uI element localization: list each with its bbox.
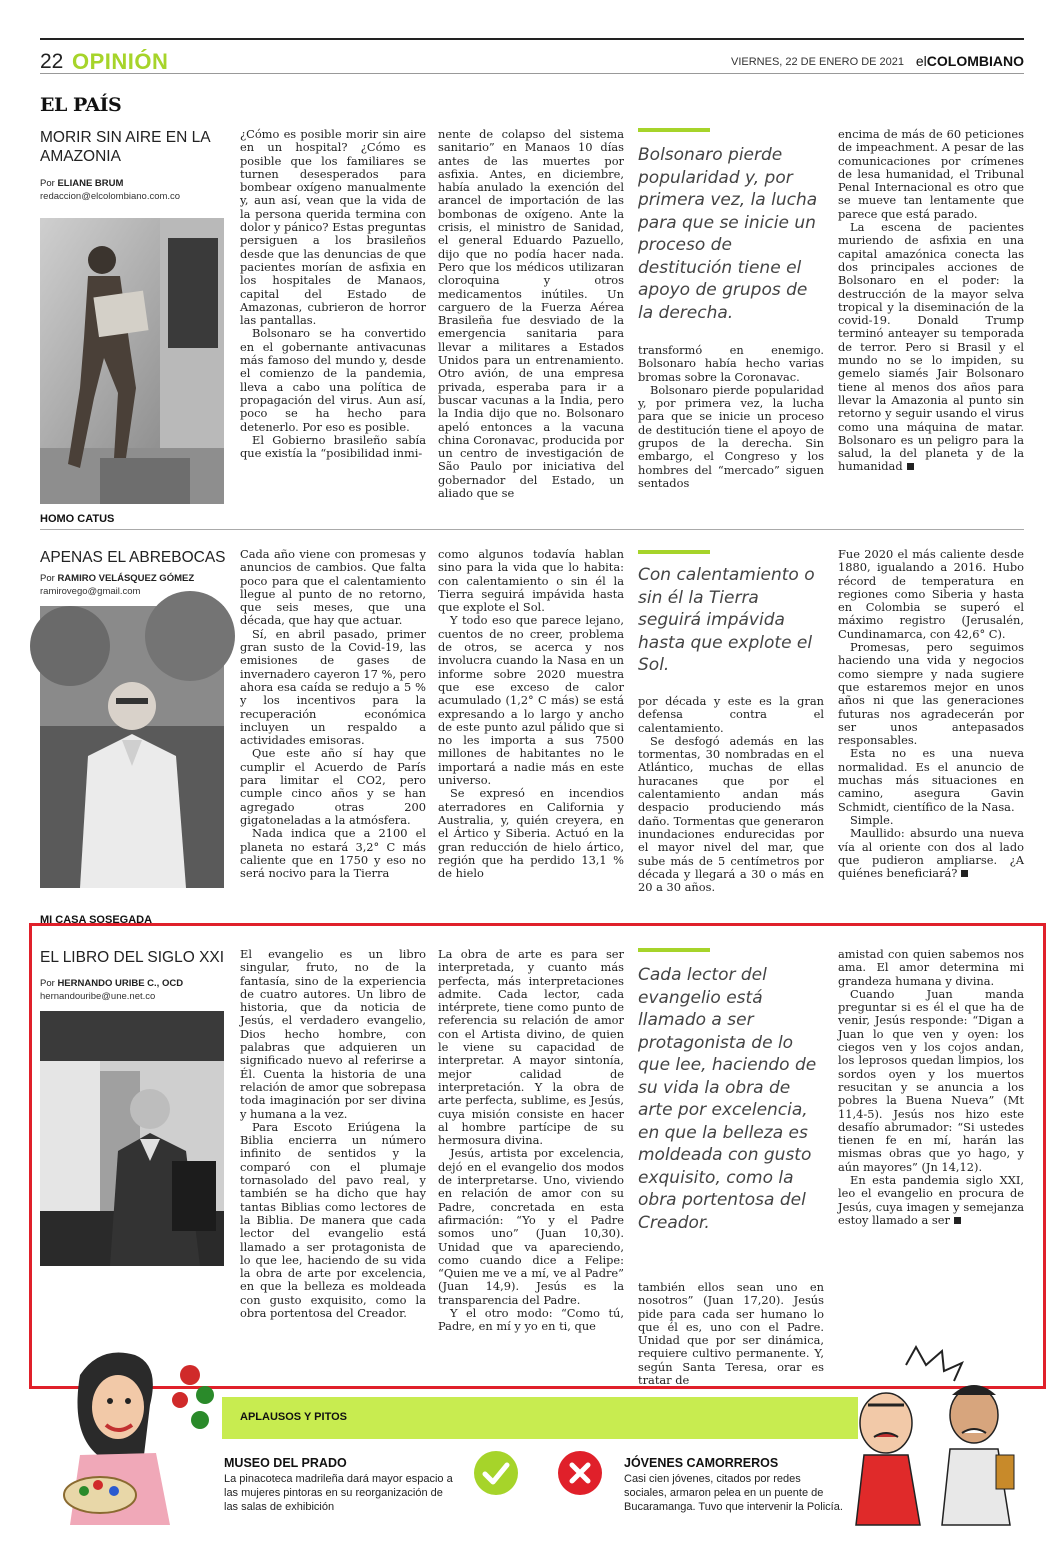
paragraph: nente de colapso del sistema sanitario” en Manaos 10 días antes de las muertes por asfixia. Antes, en diciembre, había anulado la exención del arancel de importación de las bombonas de oxígeno. Ante la crisis, el ministro de Sanidad, el general Eduardo Pazuello, dijo que no podía hacer nada. Pero que los médicos utilizaran cloroquina y otros medicamentos inútiles. Un carguero de la Fuerza Aérea Brasileña fue desviado de la emergencia sanitaria para llevar a militares a Estados Unidos para un entrenamiento. Otro avión, de una empresa privada, esperaba para ir a buscar vacunas a la India, pero la India dijo que no. Bolsonaro apeló entonces a la vacuna china Coronavac, producida por un centro de investigación de São Paulo por iniciativa del gobernador del Estado, un aliado que se <box>438 127 624 501</box>
article-column-3 <box>638 695 824 908</box>
paragraph: Esta no es una nueva normalidad. Es el anuncio de muchas más situaciones en camino, asegura Gavin Schmidt, científico de la Nasa. <box>838 746 1024 814</box>
paragraph: Fue 2020 el más caliente desde 1880, igualando a 2016. Hubo récord de temperatura en regiones como Siberia y hasta en Colombia se superó el máximo registro (Jerusalén, Cundinamarca, con 42,6° C). <box>838 547 1024 641</box>
paragraph <box>838 221 1024 474</box>
section-label-el-pais: EL PAÍS <box>40 94 122 116</box>
check-icon-graphic <box>474 1451 518 1495</box>
article-column-1 <box>240 548 426 908</box>
angry-men-illustration <box>846 1345 1026 1525</box>
pull-quote: Bolsonaro pierde popularidad y, por primera vez, la lucha para que se inicie un proceso de destitución tiene el apoyo de grupos de la derecha. <box>638 145 818 323</box>
paragraph-text: Maullido: absurdo una nueva vía al oriente con dos al lado que pudieron ampliarse. ¿A quiénes beneficiará? <box>838 826 1024 881</box>
cross-icon-graphic <box>558 1451 602 1495</box>
article-column-4 <box>838 128 1024 508</box>
statue-photo <box>40 218 224 504</box>
paragraph-text: En esta pandemia siglo XXI, leo el evangelio en procura de Jesús, cuya imagen y semejanza estoy llamado a ser <box>838 1173 1024 1227</box>
article-column-2 <box>438 548 624 908</box>
article-column-3 <box>638 1280 824 1388</box>
article-byline <box>40 178 123 189</box>
author-photo-graphic <box>40 1011 224 1266</box>
article-apenas-el-abrebocas <box>40 548 1024 908</box>
paragraph: Se desfogó además en las tormentas, 30 nombradas en el Atlántico, muchas de ellas huracanes que por el calentamiento andan más despacio produciendo más daño. Tormentas que generaron inundaciones endurecidas por el mayor nivel del mar, que sube más de 5 centímetros por década y llegará a 30 o más en 20 a 30 años. <box>638 733 824 895</box>
section-divider <box>40 529 1024 530</box>
page-header <box>40 38 1024 74</box>
page-number: 22 <box>40 50 64 73</box>
pull-quote-bar <box>638 128 710 132</box>
article-byline <box>40 978 183 989</box>
author-photo <box>40 1011 224 1266</box>
article-morir-sin-aire <box>40 128 1024 518</box>
issue-date: VIERNES, 22 DE ENERO DE 2021 <box>730 56 904 68</box>
paragraph: por década y este es la gran defensa contra el calentamiento. <box>638 694 824 735</box>
paragraph: también ellos sean uno en nosotros” (Juan 17,20). Jesús pide para cada ser humano lo que él es, uno con el Padre. Unidad que por ser dinámica, requiere cultivo permanente. Y, según Santa Teresa, orar es tratar de <box>638 1280 824 1388</box>
paragraph <box>838 1174 1024 1227</box>
paragraph: Sí, en abril pasado, primer gran susto de la Covid-19, las emisiones de gases de invernadero cayeron 17 %, pero ahora esa caída se redujo a 5 % y los incentivos para la recuperación económica incluyen un respaldo a actividades emisoras. <box>240 626 426 748</box>
pull-quote-bar <box>638 550 710 554</box>
paragraph: Se expresó en incendios aterradores en California y Australia, y, quién creyera, en el Ártico y Siberia. Actuó en la gran reducción de hielo ártico, región que ha perdido 13,1 % de hielo <box>438 786 624 881</box>
aplauso-title: MUSEO DEL PRADO <box>224 1456 347 1470</box>
paragraph: encima de más de 60 peticiones de impeachment. A pesar de las comunicaciones por crímenes de lesa humanidad, el Tribunal Penal Internacional es otro que se mueve tan lentamente que parece que está parado. <box>838 127 1024 221</box>
end-mark-icon <box>961 870 968 877</box>
aplausos-title: APLAUSOS Y PITOS <box>240 1411 347 1423</box>
author-photo <box>40 606 224 888</box>
paragraph: Promesas, pero seguimos haciendo una vida y negocios como siempre y nada sugiere que estaremos mejor en unos años ni que las generaciones futuras nos agradecerán por ser unos antepasados responsables. <box>838 640 1024 748</box>
section-label-mi-casa-sosegada: MI CASA SOSEGADA <box>40 914 153 926</box>
author-name: ELIANE BRUM <box>57 178 124 189</box>
check-icon <box>474 1451 518 1495</box>
byline-prefix: Por <box>40 178 55 189</box>
author-photo-graphic <box>40 606 224 888</box>
statue-photo-graphic <box>40 218 224 504</box>
pull-quote-bar <box>638 948 710 952</box>
article-column-4 <box>838 948 1024 1368</box>
author-email[interactable]: redaccion@elcolombiano.com.co <box>40 191 181 202</box>
paragraph: Simple. <box>850 812 894 827</box>
newspaper-title: COLOMBIANO <box>926 53 1024 69</box>
aplausos-bar <box>222 1397 858 1439</box>
newspaper-prefix: el <box>915 53 927 69</box>
paragraph: Bolsonaro pierde popularidad y, por primera vez, la lucha para que se inicie un proceso de destitución tiene el apoyo de grupos de la derecha. Sin embargo, el Congreso y los hombres del “mercado” siguen sentados <box>638 382 824 490</box>
paragraph: Y todo eso que parece lejano, cuentos de no creer, problema de otros, se acerca y nos involucra cuando la Nasa en un informe sobre 2020 muestra que ese exceso de calor acumulado (1,2° C más) se está expresando a lo largo y ancho de este punto azul pálido que si no les importa a sus 7500 millones de habitantes no le importará a nadie más en este universo. <box>438 613 624 788</box>
section-label-homo-catus: HOMO CATUS <box>40 513 115 525</box>
paragraph-text: La escena de pacientes muriendo de asfixia en una capital amazónica conecta las dos principales acciones de Bolsonaro en el poder: la destrucción de la mayor selva tropical y la diseminación de la covid-19. Donald Trump terminó anteayer su temporada de terror. Pero si Brasil y el mundo no se lo impiden, su gemelo siamés Jair Bolsonaro tiene al menos dos años para llevar la Amazonia al punto sin retorno y seguir usando el virus como una máquina de matar. Bolsonaro es un peligro para la salud, la del planeta y de la humanidad <box>838 220 1024 474</box>
article-column-2 <box>438 948 624 1368</box>
paragraph: transformó en enemigo. Bolsonaro había hecho varias bromas sobre la Coronavac. <box>638 343 824 384</box>
paragraph: Nada indica que a 2100 el planeta no estará 3,2° C más caliente que en 1750 y eso no será nocivo para la Tierra <box>240 826 426 881</box>
paragraph: Y el otro modo: “Como tú, Padre, en mí y yo en ti, que <box>438 1306 624 1334</box>
article-byline <box>40 573 194 584</box>
paragraph: El evangelio es un libro singular, fruto, no de la fantasía, sino de la experiencia de cuatro autores. Un libro de historia, que da noticia de Jesús, el verdadero evangelio, Dios hecho hombre, con palabras que adquieren un significado nuevo al referirse a Él. Cuenta la historia de una relación de amor que sobrepasa toda imaginación por ser divina y humana a la vez. <box>240 947 426 1121</box>
paragraph: Bolsonaro se ha convertido en el gobernante antivacunas más famoso del mundo y, desde el comienzo de la pandemia, lleva a cabo una política de propagación del virus. Aun así, poco se ha hecho para detenerlo. Por eso es posible. <box>240 326 426 434</box>
author-name: HERNANDO URIBE C., OCD <box>57 978 184 989</box>
paragraph: El Gobierno brasileño sabía que existía la “posibilidad inmi- <box>240 432 426 461</box>
author-name: RAMIRO VELÁSQUEZ GÓMEZ <box>57 573 195 584</box>
aplauso-text: La pinacoteca madrileña dará mayor espacio a las mujeres pintoras en su reorganización de las salas de exhibición <box>224 1473 453 1513</box>
article-column-1 <box>240 948 426 1368</box>
pito-title: JÓVENES CAMORREROS <box>624 1456 779 1470</box>
article-title: APENAS EL ABREBOCAS <box>40 549 226 566</box>
byline-prefix: Por <box>40 978 55 989</box>
woman-painter-illustration <box>40 1345 220 1525</box>
paragraph: Que este año sí hay que cumplir el Acuerdo de París para limitar el CO2, pero cumple cinco años y se han agregado otras 200 gigatoneladas a la atmósfera. <box>240 746 426 827</box>
paragraph: Cuando Juan manda preguntar si es él el que ha de venir, Jesús responde: “Digan a Juan lo que ven y oyen: los ciegos ven y los cojos andan, los leprosos quedan limpios, los sordos oyen y los muertos resucitan y se anuncia a los pobres la Buena Nueva” (Mt 11,4-5). Jesús nos hizo este desafío abrumador: “Si ustedes tienen fe en mí, harán las mismas obras que yo hago, y aún mayores” (Jn 14,12). <box>838 986 1024 1174</box>
article-column-4 <box>838 548 1024 908</box>
pull-quote: Cada lector del evangelio está llamado a ser protagonista de lo que lee, haciendo de su vida la obra de arte por excelencia, en que la belleza es moldeada con gusto exquisito, como la obra portentosa del Creador. <box>638 965 817 1233</box>
paragraph: ¿Cómo es posible morir sin aire en un hospital? ¿Cómo es posible que los familiares se turnen desesperados para bombear oxígeno manualmente y, aun así, vean que la vida de la persona querida termina con dolor y pánico? Estas preguntas persiguen a los brasileños desde que las denuncias de que pacientes morían de asfixia en los hospitales de Manaos, capital del Estado de Amazonas, cubrieron de horror las pantallas. <box>240 127 426 328</box>
article-column-3 <box>638 344 824 508</box>
article-column-2 <box>438 128 624 508</box>
article-column-1 <box>240 128 426 508</box>
article-title: EL LIBRO DEL SIGLO XXI <box>40 949 225 966</box>
paragraph: La obra de arte es para ser interpretada, y cuanto más perfecta, más interpretaciones admite. Cada lector, cada intérprete, tiene como punto de referencia su relación de amor con el Artista divino, de quien le viene su capacidad de interpretar. A mayor sintonía, mejor calidad de interpretación. Y la obra de arte perfecta, sublime, es Jesús, cuya misión consiste en hacer al hombre partícipe de su hermosura divina. <box>438 947 624 1148</box>
paragraph: Cada año viene con promesas y anuncios de cambios. Que falta poco para que el calentamiento llegue al punto de no retorno, que seis meses, que una década, que hay que actuar. <box>240 547 426 628</box>
paragraph: amistad con quien sabemos nos ama. El amor determina mi grandeza humana y divina. <box>838 947 1024 988</box>
pito-text: Casi cien jóvenes, citados por redes sociales, armaron pelea en un puente de Bucaramanga. Tuvo que intervenir la Policía. <box>624 1473 843 1513</box>
section-name: OPINIÓN <box>72 49 169 74</box>
cross-icon <box>558 1451 602 1495</box>
newspaper-name <box>916 53 1024 69</box>
paragraph <box>838 827 1024 880</box>
paragraph: Para Escoto Eriúgena la Biblia encierra un número infinito de sentidos y la comparó con el plumaje tornasolado del pavo real, y también se ha dicho que hay tantas Biblias como lectores de la Biblia. De manera que cada lector del evangelio está llamado a ser protagonista de lo que lee, haciendo de su vida la obra de arte por excelencia, en que la belleza es moldeada con gusto exquisito, como la obra portentosa del Creador. <box>240 1119 426 1321</box>
end-mark-icon <box>954 1217 961 1224</box>
byline-prefix: Por <box>40 573 55 584</box>
article-title: MORIR SIN AIRE EN LA AMAZONIA <box>40 129 210 165</box>
paragraph: Jesús, artista por excelencia, dejó en el evangelio dos modos de interpretarse. Uno, viviendo en relación de amor con su Padre, concretada en esta afirmación: “Yo y el Padre somos uno” (Juan 10,30). Unidad que va apareciendo, como cuando dice a Felipe: “Quien me ve a mí, ve al Padre” (Juan 14,9). Jesús es la transparencia del Padre. <box>438 1146 624 1307</box>
article-el-libro-del-siglo-xxi <box>40 947 1024 1388</box>
paragraph: como algunos todavía hablan sino para la vida que lo habita: con calentamiento o sin él la Tierra seguirá impávida hasta que explote el Sol. <box>438 547 624 615</box>
author-email[interactable]: ramirovego@gmail.com <box>40 586 141 597</box>
author-email[interactable]: hernandouribe@une.net.co <box>40 991 156 1002</box>
end-mark-icon <box>907 463 914 470</box>
pull-quote: Con calentamiento o sin él la Tierra seguirá impávida hasta que explote el Sol. <box>638 565 815 675</box>
